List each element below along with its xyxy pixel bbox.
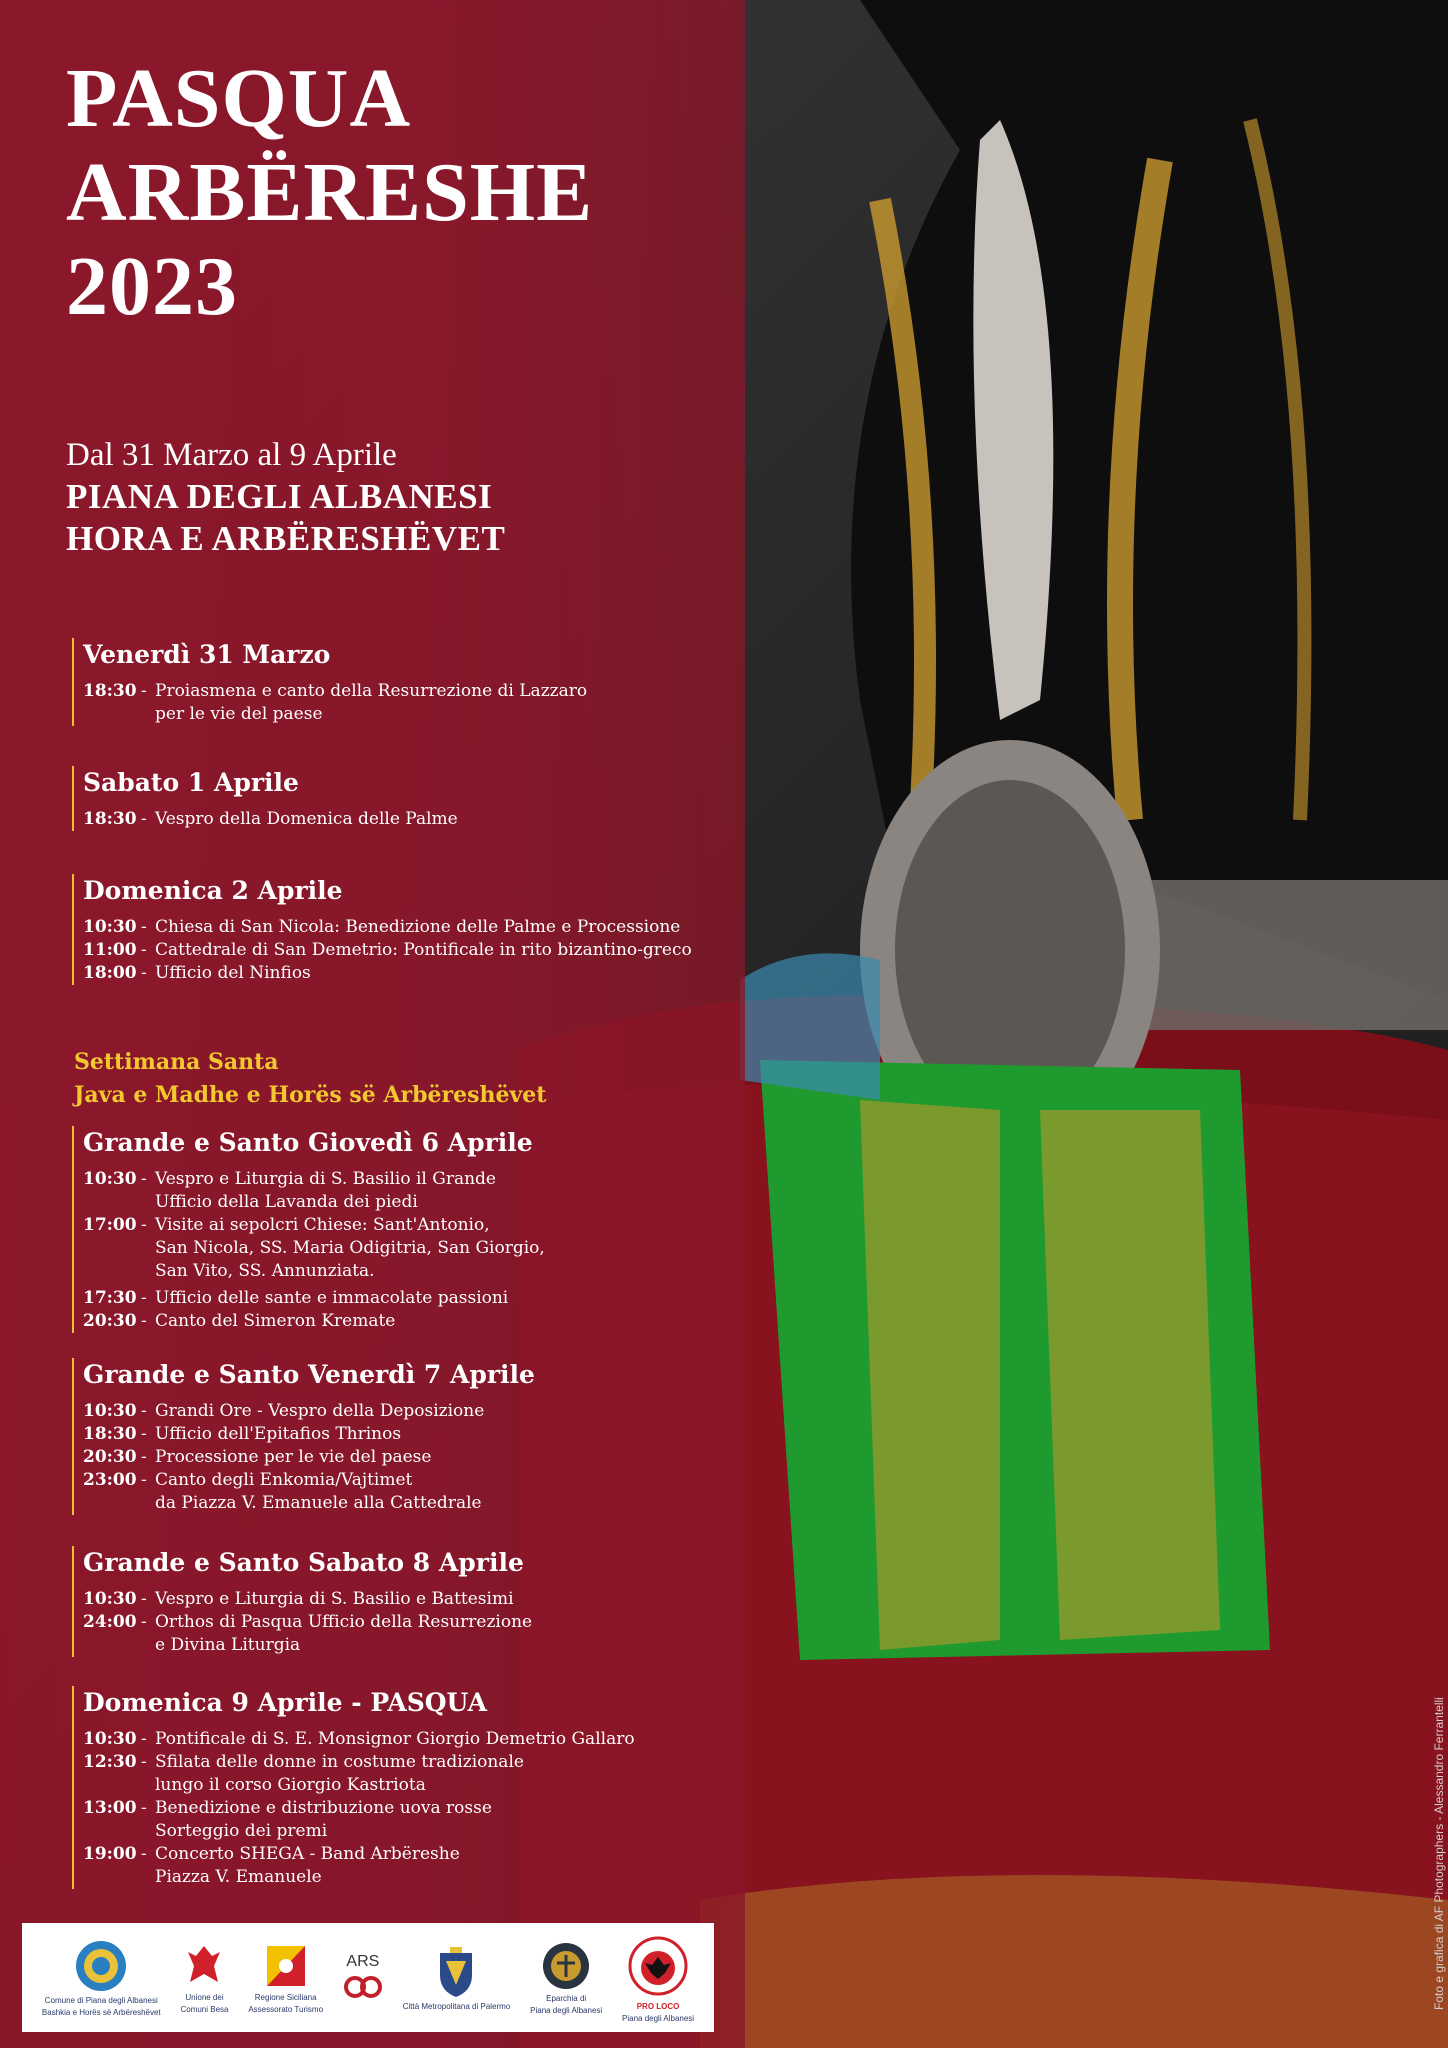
event-desc: Pontificale di S. E. Monsignor Giorgio Demetrio Gallaro: [155, 1729, 635, 1749]
event-time: 10:30: [83, 1729, 137, 1749]
event-desc: Ufficio delle sante e immacolate passioni: [155, 1288, 509, 1308]
logo-comune-piana: [42, 1939, 161, 2017]
schedule-event: 17:30 - Ufficio delle sante e immacolate passioni: [83, 1288, 509, 1308]
event-desc: Canto degli Enkomia/Vajtimet: [155, 1470, 413, 1490]
ars-icon: [343, 1971, 383, 2003]
event-desc: San Nicola, SS. Maria Odigitria, San Giorgio,: [155, 1238, 545, 1258]
schedule-event: 20:30 - Canto del Simeron Kremate: [83, 1311, 396, 1331]
event-desc: Visite ai sepolcri Chiese: Sant'Antonio,: [155, 1215, 490, 1235]
event-time: 24:00: [83, 1612, 137, 1632]
schedule-event: 10:30 - Chiesa di San Nicola: Benedizione delle Palme e Processione: [83, 917, 681, 937]
event-time: 10:30: [83, 1589, 137, 1609]
event-desc: Ufficio dell'Epitafios Thrinos: [155, 1424, 402, 1444]
comune-seal-icon: [74, 1939, 128, 1993]
event-time: 23:00: [83, 1470, 137, 1490]
eparchy-seal-icon: [541, 1941, 591, 1991]
event-desc: Cattedrale di San Demetrio: Pontificale in rito bizantino-greco: [155, 940, 692, 960]
schedule-event: 18:30 - Proiasmena e canto della Resurrezione di Lazzaro per le vie del paese: [83, 681, 588, 724]
day-block-sabato-1: [72, 766, 458, 831]
event-place-albanian: HORA E ARBËRESHËVET: [66, 519, 506, 558]
trinacria-icon: [265, 1942, 307, 1990]
event-desc: Vespro e Liturgia di S. Basilio e Battesimi: [155, 1589, 514, 1609]
event-desc: e Divina Liturgia: [155, 1635, 301, 1655]
poster-title: [66, 52, 593, 334]
logo-regione-siciliana: [248, 1942, 323, 2014]
event-desc: San Vito, SS. Annunziata.: [155, 1261, 375, 1281]
event-desc: Proiasmena e canto della Resurrezione di Lazzaro: [155, 681, 588, 701]
logo-caption: Comuni Besa: [180, 2004, 229, 2014]
event-desc: Ufficio del Ninfios: [155, 963, 311, 983]
event-dates: Dal 31 Marzo al 9 Aprile: [66, 437, 397, 473]
logo-caption: Piana degli Albanesi: [530, 2005, 603, 2015]
logo-citta-metropolitana: [403, 1945, 511, 2011]
event-desc: Vespro e Liturgia di S. Basilio il Grande: [155, 1169, 496, 1189]
event-place: PIANA DEGLI ALBANESI: [66, 477, 493, 516]
event-desc: Processione per le vie del paese: [155, 1447, 432, 1467]
day-block-venerdi-7: [72, 1358, 535, 1515]
day-block-venerdi-31: [72, 638, 587, 726]
logo-caption: Comune di Piana degli Albanesi: [44, 1995, 158, 2005]
event-time: 18:30: [83, 809, 137, 829]
event-desc: Grandi Ore - Vespro della Deposizione: [155, 1401, 485, 1421]
event-time: 12:30: [83, 1752, 137, 1772]
logo-caption: Bashkia e Horës së Arbëreshëvet: [41, 2007, 161, 2017]
event-desc: Sorteggio dei premi: [155, 1821, 328, 1841]
event-time: 20:30: [83, 1311, 137, 1331]
schedule-event: 20:30 - Processione per le vie del paese: [83, 1447, 432, 1467]
schedule-event: 18:00 - Ufficio del Ninfios: [83, 963, 311, 983]
event-time: 20:30: [83, 1447, 137, 1467]
proloco-icon: [627, 1933, 689, 1999]
schedule-event: 18:30 - Ufficio dell'Epitafios Thrinos: [83, 1424, 402, 1444]
event-desc: Chiesa di San Nicola: Benedizione delle Palme e Processione: [155, 917, 681, 937]
event-desc: Orthos di Pasqua Ufficio della Resurrezione: [155, 1612, 533, 1632]
sponsor-logos: [22, 1923, 714, 2032]
logo-caption: Eparchia di: [546, 1993, 587, 2003]
title-line-3: 2023: [66, 240, 238, 333]
event-time: 10:30: [83, 1401, 137, 1421]
logo-unione-besa: [180, 1942, 228, 2014]
day-block-domenica-9: [72, 1686, 635, 1889]
day-title: Sabato 1 Aprile: [83, 768, 299, 797]
schedule-event: 23:00 - Canto degli Enkomia/Vajtimet da Piazza V. Emanuele alla Cattedrale: [83, 1470, 482, 1513]
event-time: 18:00: [83, 963, 137, 983]
holy-week-title: Settimana Santa: [74, 1049, 279, 1075]
event-desc: Canto del Simeron Kremate: [155, 1311, 396, 1331]
event-time: 13:00: [83, 1798, 137, 1818]
event-desc: Vespro della Domenica delle Palme: [155, 809, 458, 829]
logo-caption: PRO LOCO: [636, 2001, 680, 2011]
schedule-event: 10:30 - Pontificale di S. E. Monsignor Giorgio Demetrio Gallaro: [83, 1729, 635, 1749]
day-title: Domenica 2 Aprile: [83, 876, 343, 905]
photo-credit: Foto e grafica di AF Photographers - Alessandro Ferrantelli: [1432, 1697, 1446, 2010]
holy-week-subtitle: Java e Madhe e Horës së Arbëreshëvet: [74, 1082, 547, 1108]
day-title: Venerdì 31 Marzo: [83, 640, 331, 669]
event-time: 18:30: [83, 681, 137, 701]
logo-caption: Regione Siciliana: [254, 1992, 317, 2002]
schedule-event: 24:00 - Orthos di Pasqua Ufficio della Resurrezione e Divina Liturgia: [83, 1612, 533, 1655]
poster-subtitle: [66, 434, 505, 560]
event-desc: lungo il corso Giorgio Kastriota: [155, 1775, 426, 1795]
schedule-event: 19:00 - Concerto SHEGA - Band Arbëreshe Piazza V. Emanuele: [83, 1844, 460, 1887]
schedule-event: 12:30 - Sfilata delle donne in costume tradizionale lungo il corso Giorgio Kastriota: [83, 1752, 524, 1795]
schedule-event: 13:00 - Benedizione e distribuzione uova rosse Sorteggio dei premi: [83, 1798, 492, 1841]
eagle-icon: [184, 1942, 224, 1990]
schedule-event: 18:30 - Vespro della Domenica delle Palme: [83, 809, 458, 829]
event-desc: per le vie del paese: [155, 704, 323, 724]
day-title: Domenica 9 Aprile - PASQUA: [83, 1688, 487, 1717]
day-block-sabato-8: [72, 1546, 532, 1657]
event-desc: Piazza V. Emanuele: [155, 1867, 322, 1887]
event-time: 10:30: [83, 917, 137, 937]
schedule-event: 10:30 - Vespro e Liturgia di S. Basilio e Battesimi: [83, 1589, 514, 1609]
event-desc: da Piazza V. Emanuele alla Cattedrale: [155, 1493, 482, 1513]
event-time: 17:00: [83, 1215, 137, 1235]
coat-of-arms-icon: [434, 1945, 478, 1999]
day-block-giovedi-6: [72, 1126, 545, 1333]
event-desc: Ufficio della Lavanda dei piedi: [155, 1192, 418, 1212]
event-time: 10:30: [83, 1169, 137, 1189]
title-line-2: ARBËRESHE: [66, 146, 594, 239]
event-desc: Concerto SHEGA - Band Arbëreshe: [155, 1844, 460, 1864]
title-line-1: PASQUA: [66, 52, 412, 145]
day-title: Grande e Santo Venerdì 7 Aprile: [83, 1360, 535, 1389]
ars-label: ARS: [346, 1952, 380, 1970]
schedule-event: 10:30 - Grandi Ore - Vespro della Deposizione: [83, 1401, 485, 1421]
event-time: 11:00: [83, 940, 137, 960]
logo-caption: Città Metropolitana di Palermo: [402, 2001, 511, 2011]
schedule-event: 17:00 - Visite ai sepolcri Chiese: Sant'Antonio, San Nicola, SS. Maria Odigitria, San Giorgio, San Vito, SS. Annunziata.: [83, 1215, 545, 1281]
logo-pro-loco: [622, 1933, 694, 2023]
logo-caption: Unione dei: [185, 1992, 224, 2002]
logo-ars: [343, 1953, 383, 2003]
holy-week-heading: [74, 1046, 546, 1112]
schedule-event: 11:00 - Cattedrale di San Demetrio: Pontificale in rito bizantino-greco: [83, 940, 692, 960]
event-time: 17:30: [83, 1288, 137, 1308]
event-time: 19:00: [83, 1844, 137, 1864]
day-title: Grande e Santo Sabato 8 Aprile: [83, 1548, 524, 1577]
day-title: Grande e Santo Giovedì 6 Aprile: [83, 1128, 533, 1157]
logo-eparchia: [530, 1941, 602, 2015]
schedule-event: 10:30 - Vespro e Liturgia di S. Basilio il Grande Ufficio della Lavanda dei piedi: [83, 1169, 496, 1212]
event-time: 18:30: [83, 1424, 137, 1444]
event-desc: Benedizione e distribuzione uova rosse: [155, 1798, 492, 1818]
event-desc: Sfilata delle donne in costume tradizionale: [155, 1752, 524, 1772]
logo-caption: Assessorato Turismo: [248, 2004, 324, 2014]
logo-caption: Piana degli Albanesi: [622, 2013, 695, 2023]
day-block-domenica-2: [72, 874, 692, 985]
